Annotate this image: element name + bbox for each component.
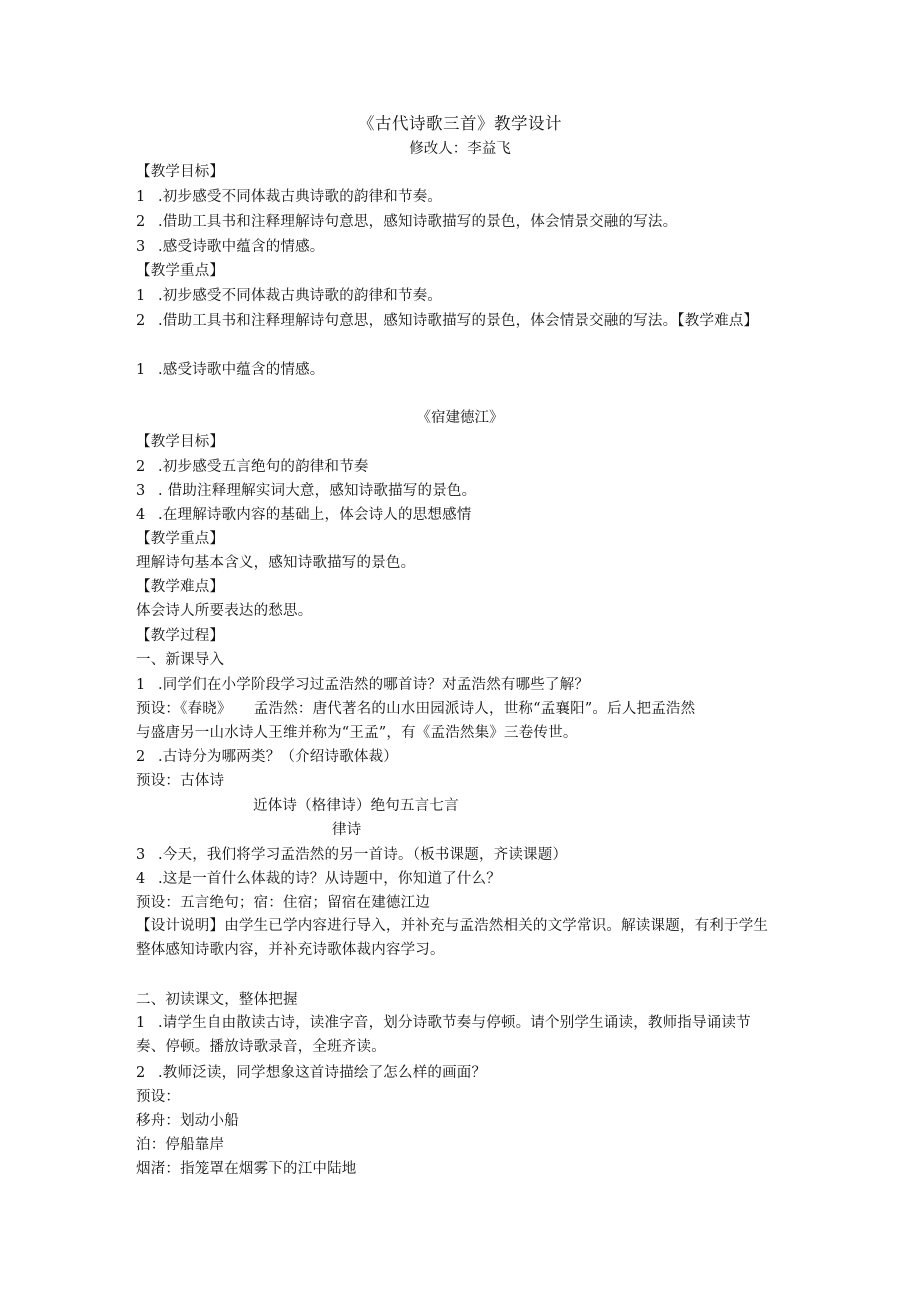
item-text: .借助工具书和注释理解诗句意思，感知诗歌描写的景色，体会情景交融的写法。 [158, 214, 678, 230]
overview-goal-item [136, 187, 442, 207]
overview-key-heading: 【教学重点】 [136, 263, 225, 279]
item-text: .请学生自由散读古诗，读准字音，划分诗歌节奏与停顿。请个别学生诵读，教师指导诵读节奏、停顿。播放诗歌录音，全班齐读。 [136, 1015, 751, 1055]
gloss-line: 泊：停船靠岸 [136, 1137, 225, 1153]
item-number: 2 [136, 214, 146, 230]
poem-type-line: 律诗 [332, 822, 362, 838]
item-text: .感受诗歌中蕴含的情感。 [158, 239, 325, 255]
item-number: 2 [136, 1065, 146, 1081]
question-item [136, 869, 501, 889]
overview-key-item-wrapped [136, 309, 776, 333]
preset-line: 与盛唐另一山水诗人王维并称为“王孟”，有《孟浩然集》三卷传世。 [136, 725, 578, 741]
preset-line: 预设： [136, 1089, 181, 1105]
poem-key-heading: 【教学重点】 [136, 531, 225, 547]
item-text: .古诗分为哪两类？（介绍诗歌体裁） [158, 749, 399, 765]
item-number: 1 [136, 1015, 146, 1031]
document-title: 《古代诗歌三首》教学设计 [358, 114, 562, 133]
question-item [136, 675, 589, 695]
item-number: 4 [136, 871, 146, 887]
reading-item [136, 1063, 486, 1083]
overview-goal-item [136, 212, 677, 232]
item-number: 1 [136, 189, 146, 205]
item-text: .这是一首什么体裁的诗？从诗题中，你知道了什么？ [158, 871, 501, 887]
gloss-line: 烟渚：指笼罩在烟雾下的江中陆地 [136, 1161, 357, 1177]
poem-goal-item [136, 457, 369, 477]
item-number: 2 [136, 459, 146, 475]
item-text: .初步感受不同体裁古典诗歌的韵律和节奏。 [158, 189, 443, 205]
poem-goals-heading: 【教学目标】 [136, 434, 225, 450]
item-number: 3 [136, 239, 146, 255]
item-text: .初步感受不同体裁古典诗歌的韵律和节奏。 [158, 288, 443, 304]
section-heading-reading: 二、初读课文，整体把握 [136, 992, 298, 1008]
section-heading-intro: 一、新课导入 [136, 652, 225, 668]
reading-item [136, 1011, 776, 1059]
preset-line: 预设：古体诗 [136, 773, 225, 789]
poem-goal-item [136, 481, 476, 501]
item-text: .同学们在小学阶段学习过孟浩然的哪首诗？对孟浩然有哪些了解？ [158, 677, 590, 693]
item-number: 1 [136, 288, 146, 304]
item-text: .在理解诗歌内容的基础上，体会诗人的思想感情 [158, 507, 472, 523]
item-number: 2 [136, 313, 146, 329]
item-number: 1 [136, 362, 146, 378]
item-number: 2 [136, 749, 146, 765]
item-number: 1 [136, 677, 146, 693]
poem-goal-item [136, 505, 472, 525]
item-number: 4 [136, 507, 146, 523]
item-text: .今天，我们将学习孟浩然的另一首诗。（板书课题，齐读课题） [158, 847, 568, 863]
poem-difficult-text: 体会诗人所要表达的愁思。 [136, 603, 313, 619]
poem-title: 《宿建德江》 [416, 410, 504, 426]
item-number: 3 [136, 847, 146, 863]
editor-line: 修改人：李益飞 [409, 141, 511, 157]
overview-key-item [136, 286, 442, 306]
item-text: .教师泛读，同学想象这首诗描绘了怎么样的画面？ [158, 1065, 487, 1081]
question-item [136, 747, 398, 767]
overview-goals-heading: 【教学目标】 [136, 164, 225, 180]
poem-key-text: 理解诗句基本含义，感知诗歌描写的景色。 [136, 555, 416, 571]
gloss-line: 移舟：划动小船 [136, 1113, 239, 1129]
poem-type-line: 近体诗（格律诗）绝句五言七言 [253, 798, 459, 814]
item-text: .借助工具书和注释理解诗句意思，感知诗歌描写的景色，体会情景交融的写法。【教学难点】 [158, 313, 759, 329]
item-number: 3 [136, 483, 146, 499]
poem-difficult-heading: 【教学难点】 [136, 579, 225, 595]
design-note: 【设计说明】由学生已学内容进行导入，并补充与孟浩然相关的文学常识。解读课题，有利于学生整体感知诗歌内容，并补充诗歌体裁内容学习。 [136, 918, 769, 958]
preset-line: 预设：《春晓》 孟浩然：唐代著名的山水田园派诗人，世称“孟襄阳”。后人把孟浩然 [136, 701, 696, 717]
preset-line: 预设：五言绝句；宿：住宿；留宿在建德江边 [136, 895, 430, 911]
overview-difficult-item [136, 360, 325, 380]
poem-process-heading: 【教学过程】 [136, 628, 225, 644]
item-text: .初步感受五言绝句的韵律和节奏 [158, 459, 369, 475]
item-text: . 借助注释理解实词大意，感知诗歌描写的景色。 [158, 483, 477, 499]
overview-goal-item [136, 237, 325, 257]
item-text: .感受诗歌中蕴含的情感。 [158, 362, 325, 378]
question-item [136, 845, 567, 865]
